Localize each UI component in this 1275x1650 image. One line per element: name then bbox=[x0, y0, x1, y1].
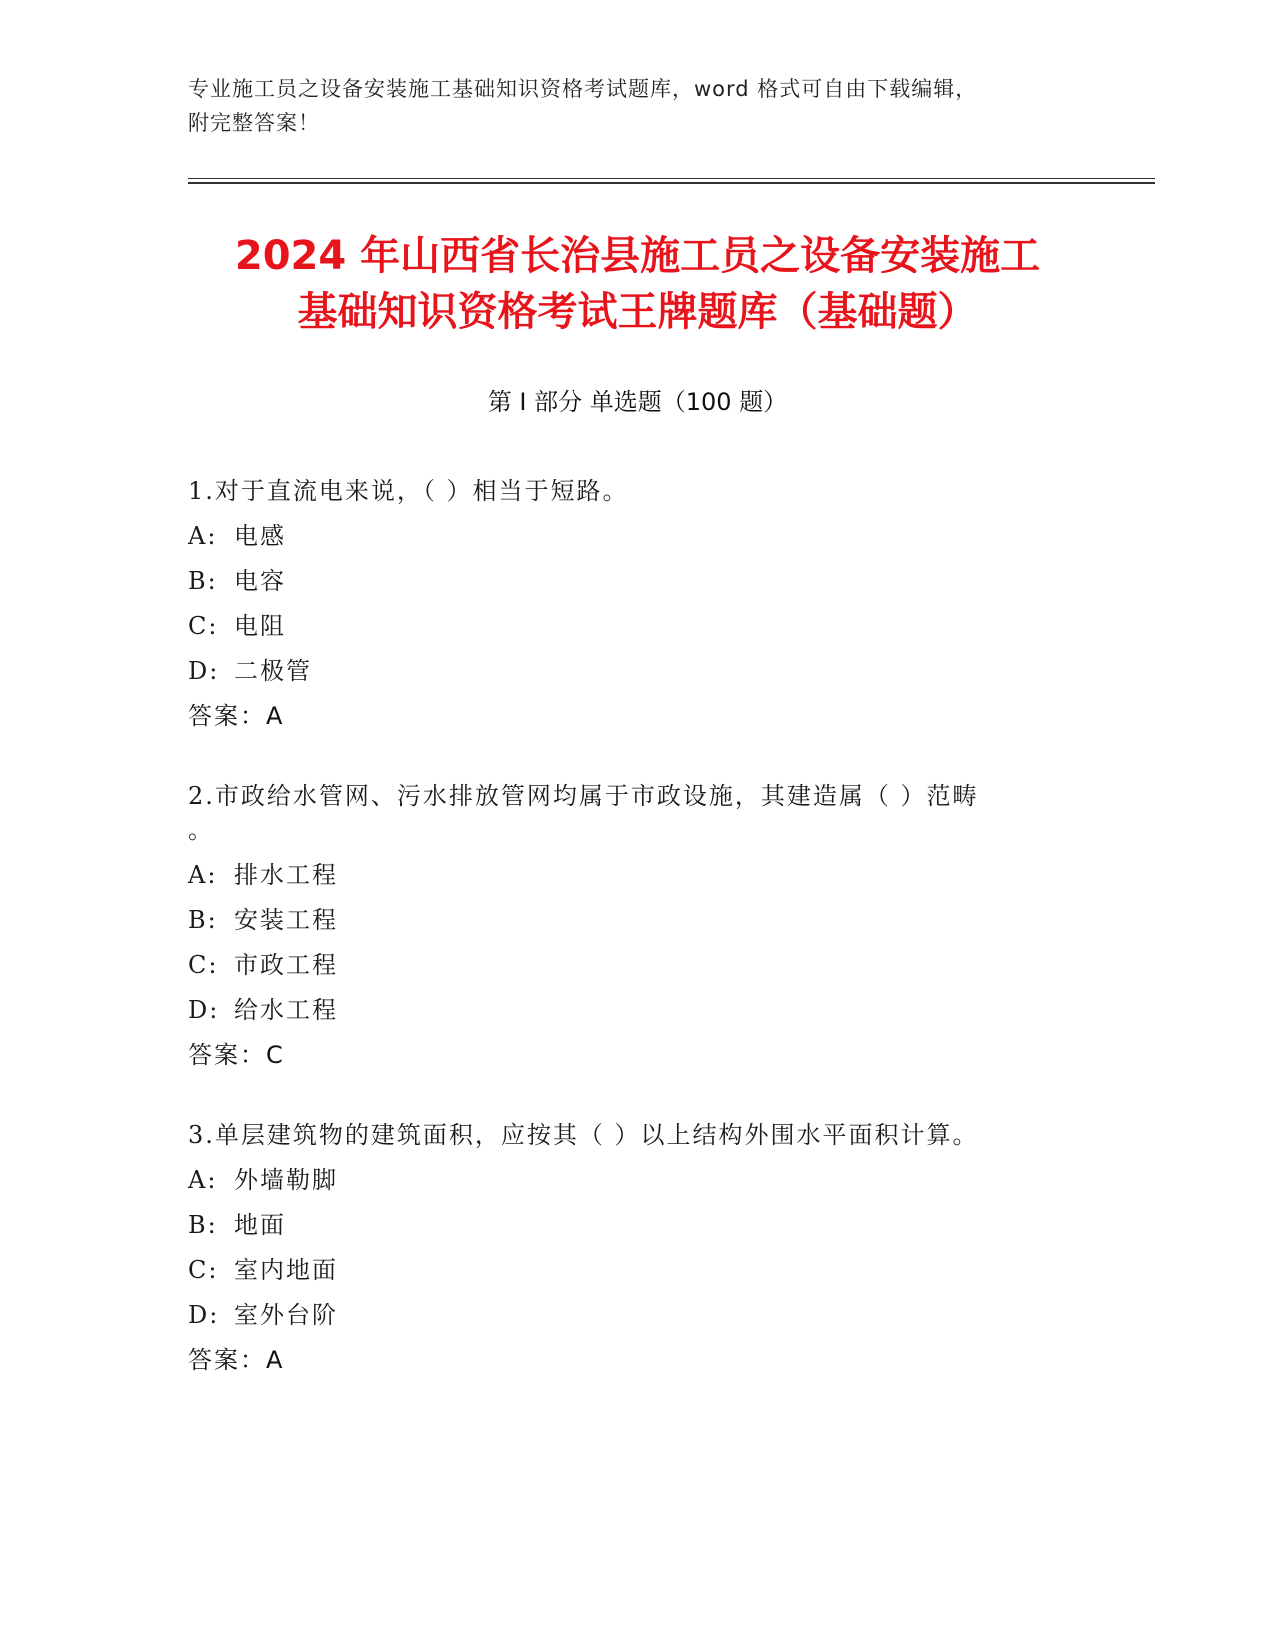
option-d bbox=[188, 654, 1088, 688]
question-stem: 3.单层建筑物的建筑面积，应按其（ ）以上结构外围水平面积计算。 bbox=[188, 1121, 979, 1149]
option-a bbox=[188, 1163, 1088, 1197]
option-b bbox=[188, 1208, 1088, 1242]
option-text: 给水工程 bbox=[234, 996, 338, 1024]
option-a bbox=[188, 858, 1088, 892]
option-letter: D: bbox=[188, 996, 220, 1024]
question-1 bbox=[188, 474, 1088, 733]
option-letter: C: bbox=[188, 951, 219, 979]
option-letter: B: bbox=[188, 567, 218, 595]
question-text bbox=[188, 474, 1088, 508]
option-b bbox=[188, 564, 1088, 598]
question-3 bbox=[188, 1118, 1088, 1377]
option-letter: B: bbox=[188, 906, 218, 934]
option-c bbox=[188, 609, 1088, 643]
option-text: 室内地面 bbox=[234, 1256, 338, 1284]
question-stem: 2.市政给水管网、污水排放管网均属于市政设施，其建造属（ ）范畴 bbox=[188, 782, 979, 810]
header-divider-thick bbox=[188, 182, 1155, 184]
question-list bbox=[188, 474, 1088, 1423]
header-note-line1: 专业施工员之设备安装施工基础知识资格考试题库，word 格式可自由下载编辑， bbox=[188, 77, 978, 101]
question-stem: 1.对于直流电来说，（ ）相当于短路。 bbox=[188, 477, 629, 505]
header-note-line2: 附完整答案！ bbox=[188, 111, 320, 135]
option-text: 电阻 bbox=[234, 612, 286, 640]
option-letter: A: bbox=[188, 1166, 218, 1194]
option-letter: A: bbox=[188, 522, 218, 550]
section-title: 第 I 部分 单选题（100 题） bbox=[487, 388, 788, 416]
option-letter: B: bbox=[188, 1211, 218, 1239]
header-note bbox=[188, 72, 1068, 140]
question-stem-continuation: 。 bbox=[188, 816, 214, 844]
option-b bbox=[188, 903, 1088, 937]
option-text: 电感 bbox=[234, 522, 286, 550]
question-text bbox=[188, 1118, 1088, 1152]
option-text: 外墙勒脚 bbox=[234, 1166, 338, 1194]
option-c bbox=[188, 1253, 1088, 1287]
document-title-line2: 基础知识资格考试王牌题库（基础题） bbox=[297, 289, 978, 335]
option-letter: D: bbox=[188, 657, 220, 685]
option-text: 市政工程 bbox=[234, 951, 338, 979]
question-2 bbox=[188, 779, 1088, 1072]
option-letter: A: bbox=[188, 861, 218, 889]
option-a bbox=[188, 519, 1088, 553]
option-text: 安装工程 bbox=[234, 906, 338, 934]
option-c bbox=[188, 948, 1088, 982]
answer-line: 答案：A bbox=[188, 702, 285, 730]
option-letter: C: bbox=[188, 1256, 219, 1284]
option-text: 排水工程 bbox=[234, 861, 338, 889]
option-text: 电容 bbox=[234, 567, 286, 595]
option-letter: C: bbox=[188, 612, 219, 640]
document-title bbox=[150, 228, 1125, 340]
option-text: 地面 bbox=[234, 1211, 286, 1239]
option-d bbox=[188, 1298, 1088, 1332]
document-title-line1: 2024 年山西省长治县施工员之设备安装施工 bbox=[234, 233, 1041, 279]
option-d bbox=[188, 993, 1088, 1027]
answer-line: 答案：A bbox=[188, 1346, 285, 1374]
option-text: 室外台阶 bbox=[234, 1301, 338, 1329]
option-letter: D: bbox=[188, 1301, 220, 1329]
question-text bbox=[188, 779, 1088, 847]
header-divider-thin bbox=[188, 178, 1155, 179]
option-text: 二极管 bbox=[234, 657, 312, 685]
answer-line: 答案：C bbox=[188, 1041, 285, 1069]
